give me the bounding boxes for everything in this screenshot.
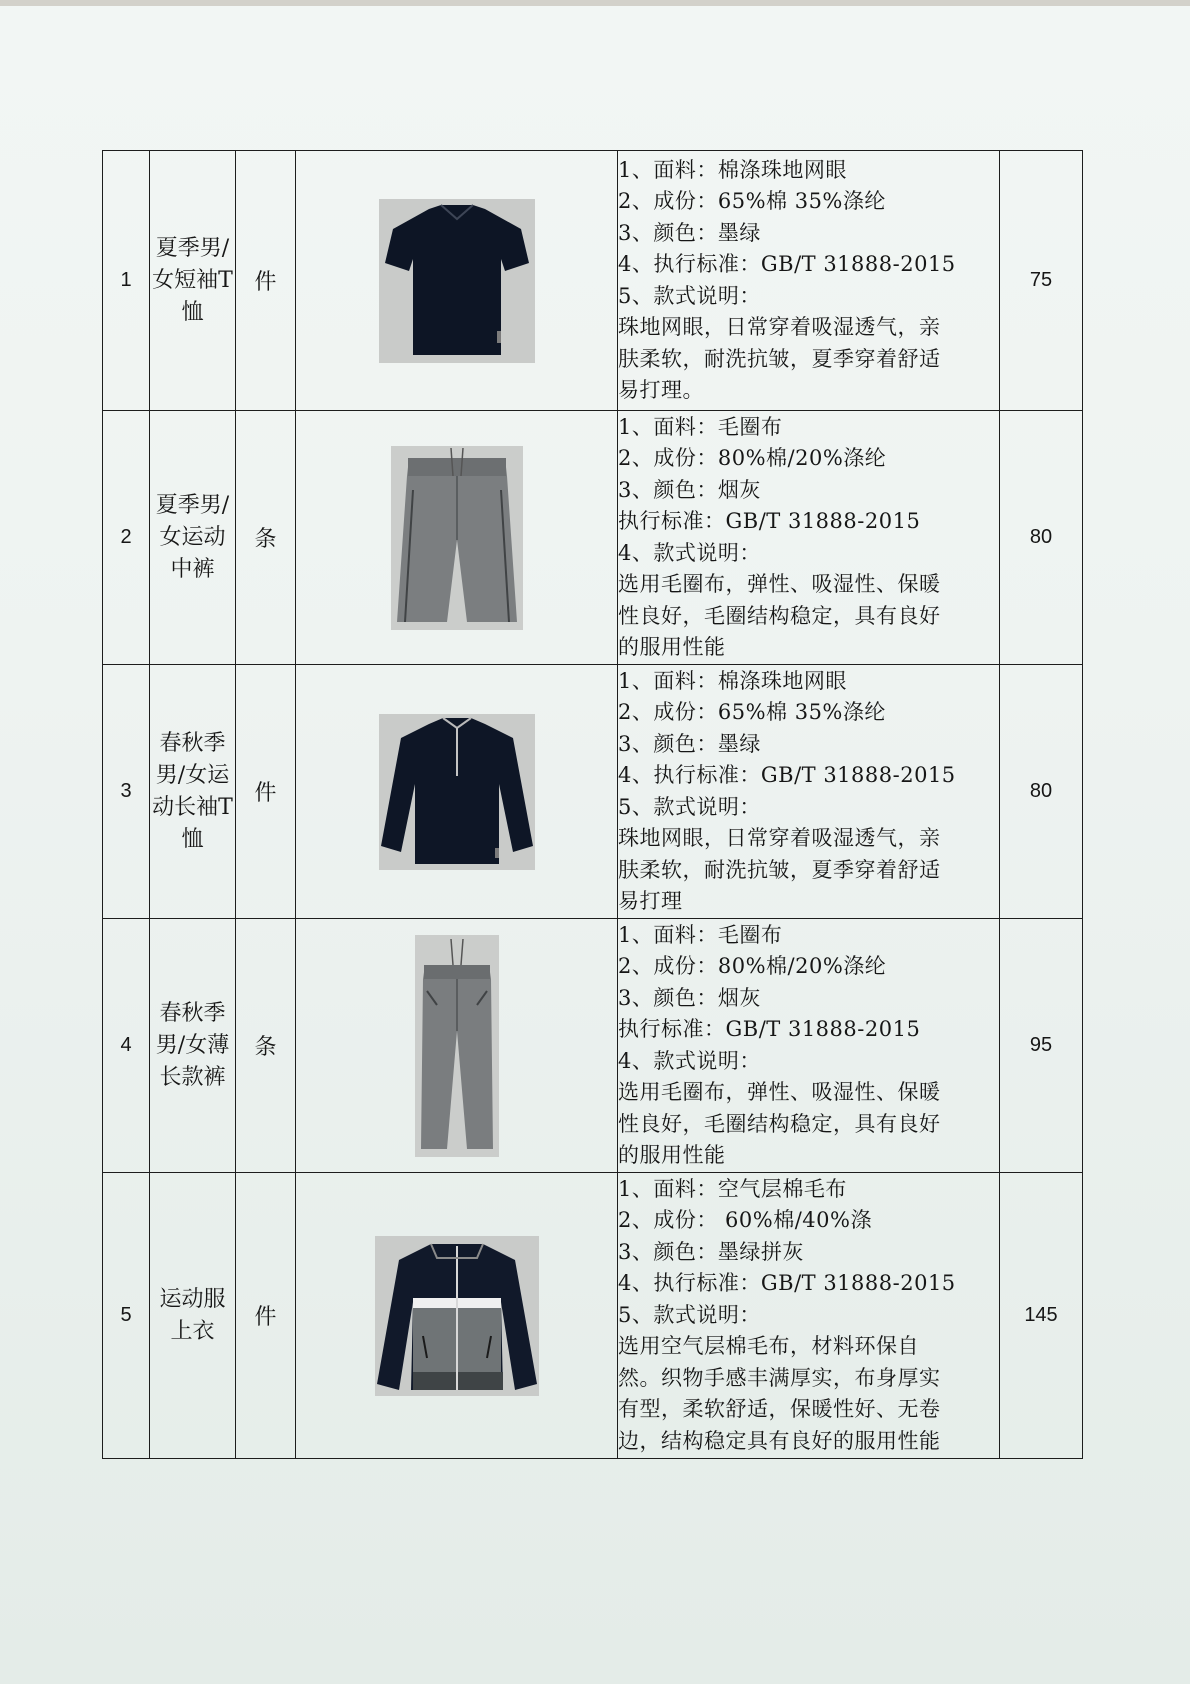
desc-line: 2、成份：65%棉 35%涤纶	[618, 189, 886, 213]
item-image-cell	[296, 919, 618, 1173]
desc-line: 3、颜色：烟灰	[618, 985, 761, 1010]
item-name: 春秋季男/女薄长款裤	[150, 919, 236, 1173]
desc-line: 性良好，毛圈结构稳定，具有良好	[618, 603, 941, 628]
item-unit: 条	[236, 919, 296, 1173]
desc-line: 4、执行标准：GB/T 31888-2015	[618, 763, 956, 787]
desc-line: 1、面料：毛圈布	[618, 414, 783, 439]
item-image-cell	[296, 151, 618, 411]
item-price: 80	[1000, 411, 1083, 665]
item-unit: 件	[236, 665, 296, 919]
track-jacket-icon	[375, 1236, 539, 1396]
desc-line: 易打理。	[618, 378, 704, 402]
desc-line: 3、颜色：墨绿拼灰	[618, 1239, 804, 1264]
table-row	[103, 665, 1083, 919]
sport-shorts-icon	[391, 446, 523, 630]
long-sleeve-zip-shirt-icon	[379, 714, 535, 870]
desc-line: 选用毛圈布，弹性、吸湿性、保暖	[618, 1080, 941, 1104]
item-unit: 件	[236, 1173, 296, 1459]
desc-line: 易打理	[618, 889, 683, 913]
item-price: 145	[1000, 1173, 1083, 1459]
desc-line: 性良好，毛圈结构稳定，具有良好	[618, 1111, 941, 1136]
scan-top-edge	[0, 0, 1190, 6]
desc-line: 有型，柔软舒适，保暖性好、无卷	[618, 1397, 941, 1422]
desc-line: 1、面料：棉涤珠地网眼	[618, 668, 847, 693]
row-number: 5	[103, 1173, 150, 1459]
item-name: 运动服上衣	[150, 1173, 236, 1459]
table-row	[103, 151, 1083, 411]
row-number: 4	[103, 919, 150, 1173]
desc-line: 珠地网眼，日常穿着吸湿透气，亲	[618, 826, 941, 850]
item-unit: 件	[236, 151, 296, 411]
desc-line: 的服用性能	[618, 1143, 726, 1167]
desc-line: 1、面料：棉涤珠地网眼	[618, 157, 847, 182]
item-description	[618, 919, 1000, 1173]
item-name: 春秋季男/女运动长袖T恤	[150, 665, 236, 919]
desc-line: 3、颜色：墨绿	[618, 220, 761, 245]
item-price: 75	[1000, 151, 1083, 411]
desc-line: 3、颜色：墨绿	[618, 731, 761, 756]
desc-line: 选用毛圈布，弹性、吸湿性、保暖	[618, 572, 941, 596]
item-unit: 条	[236, 411, 296, 665]
row-number: 1	[103, 151, 150, 411]
desc-line: 选用空气层棉毛布，材料环保自	[618, 1334, 919, 1359]
desc-line: 4、执行标准：GB/T 31888-2015	[618, 252, 956, 276]
item-price: 80	[1000, 665, 1083, 919]
desc-line: 5、款式说明：	[618, 283, 761, 308]
table-row	[103, 411, 1083, 665]
item-description	[618, 1173, 1000, 1459]
item-description	[618, 411, 1000, 665]
desc-line: 2、成份：80%棉/20%涤纶	[618, 954, 887, 978]
desc-line: 珠地网眼，日常穿着吸湿透气，亲	[618, 315, 941, 339]
row-number: 3	[103, 665, 150, 919]
table-row	[103, 1173, 1083, 1459]
desc-line: 1、面料：毛圈布	[618, 922, 783, 947]
table-row	[103, 919, 1083, 1173]
desc-line: 肤柔软，耐洗抗皱，夏季穿着舒适	[618, 857, 941, 882]
item-image-cell	[296, 1173, 618, 1459]
desc-line: 2、成份： 60%棉/40%涤	[618, 1208, 872, 1233]
desc-line: 1、面料：空气层棉毛布	[618, 1176, 847, 1201]
item-name: 夏季男/女运动中裤	[150, 411, 236, 665]
desc-line: 3、颜色：烟灰	[618, 477, 761, 502]
item-price: 95	[1000, 919, 1083, 1173]
item-image-cell	[296, 411, 618, 665]
row-number: 2	[103, 411, 150, 665]
desc-line: 2、成份：65%棉 35%涤纶	[618, 700, 886, 724]
desc-line: 肤柔软，耐洗抗皱，夏季穿着舒适	[618, 346, 941, 371]
desc-line: 4、执行标准：GB/T 31888-2015	[618, 1271, 956, 1296]
item-description	[618, 665, 1000, 919]
desc-line: 4、款式说明：	[618, 1048, 761, 1073]
desc-line: 边，结构稳定具有良好的服用性能	[618, 1428, 941, 1453]
short-sleeve-polo-icon	[379, 199, 535, 363]
desc-line: 2、成份：80%棉/20%涤纶	[618, 446, 887, 470]
desc-line: 5、款式说明：	[618, 794, 761, 819]
desc-line: 4、款式说明：	[618, 540, 761, 565]
desc-line: 的服用性能	[618, 635, 726, 659]
uniform-spec-table	[102, 150, 1083, 1459]
item-image-cell	[296, 665, 618, 919]
desc-line: 5、款式说明：	[618, 1302, 761, 1327]
desc-line: 执行标准：GB/T 31888-2015	[618, 509, 921, 533]
long-pants-icon	[415, 935, 499, 1157]
desc-line: 然。织物手感丰满厚实，布身厚实	[618, 1365, 941, 1390]
item-description	[618, 151, 1000, 411]
item-name: 夏季男/女短袖T恤	[150, 151, 236, 411]
desc-line: 执行标准：GB/T 31888-2015	[618, 1017, 921, 1041]
